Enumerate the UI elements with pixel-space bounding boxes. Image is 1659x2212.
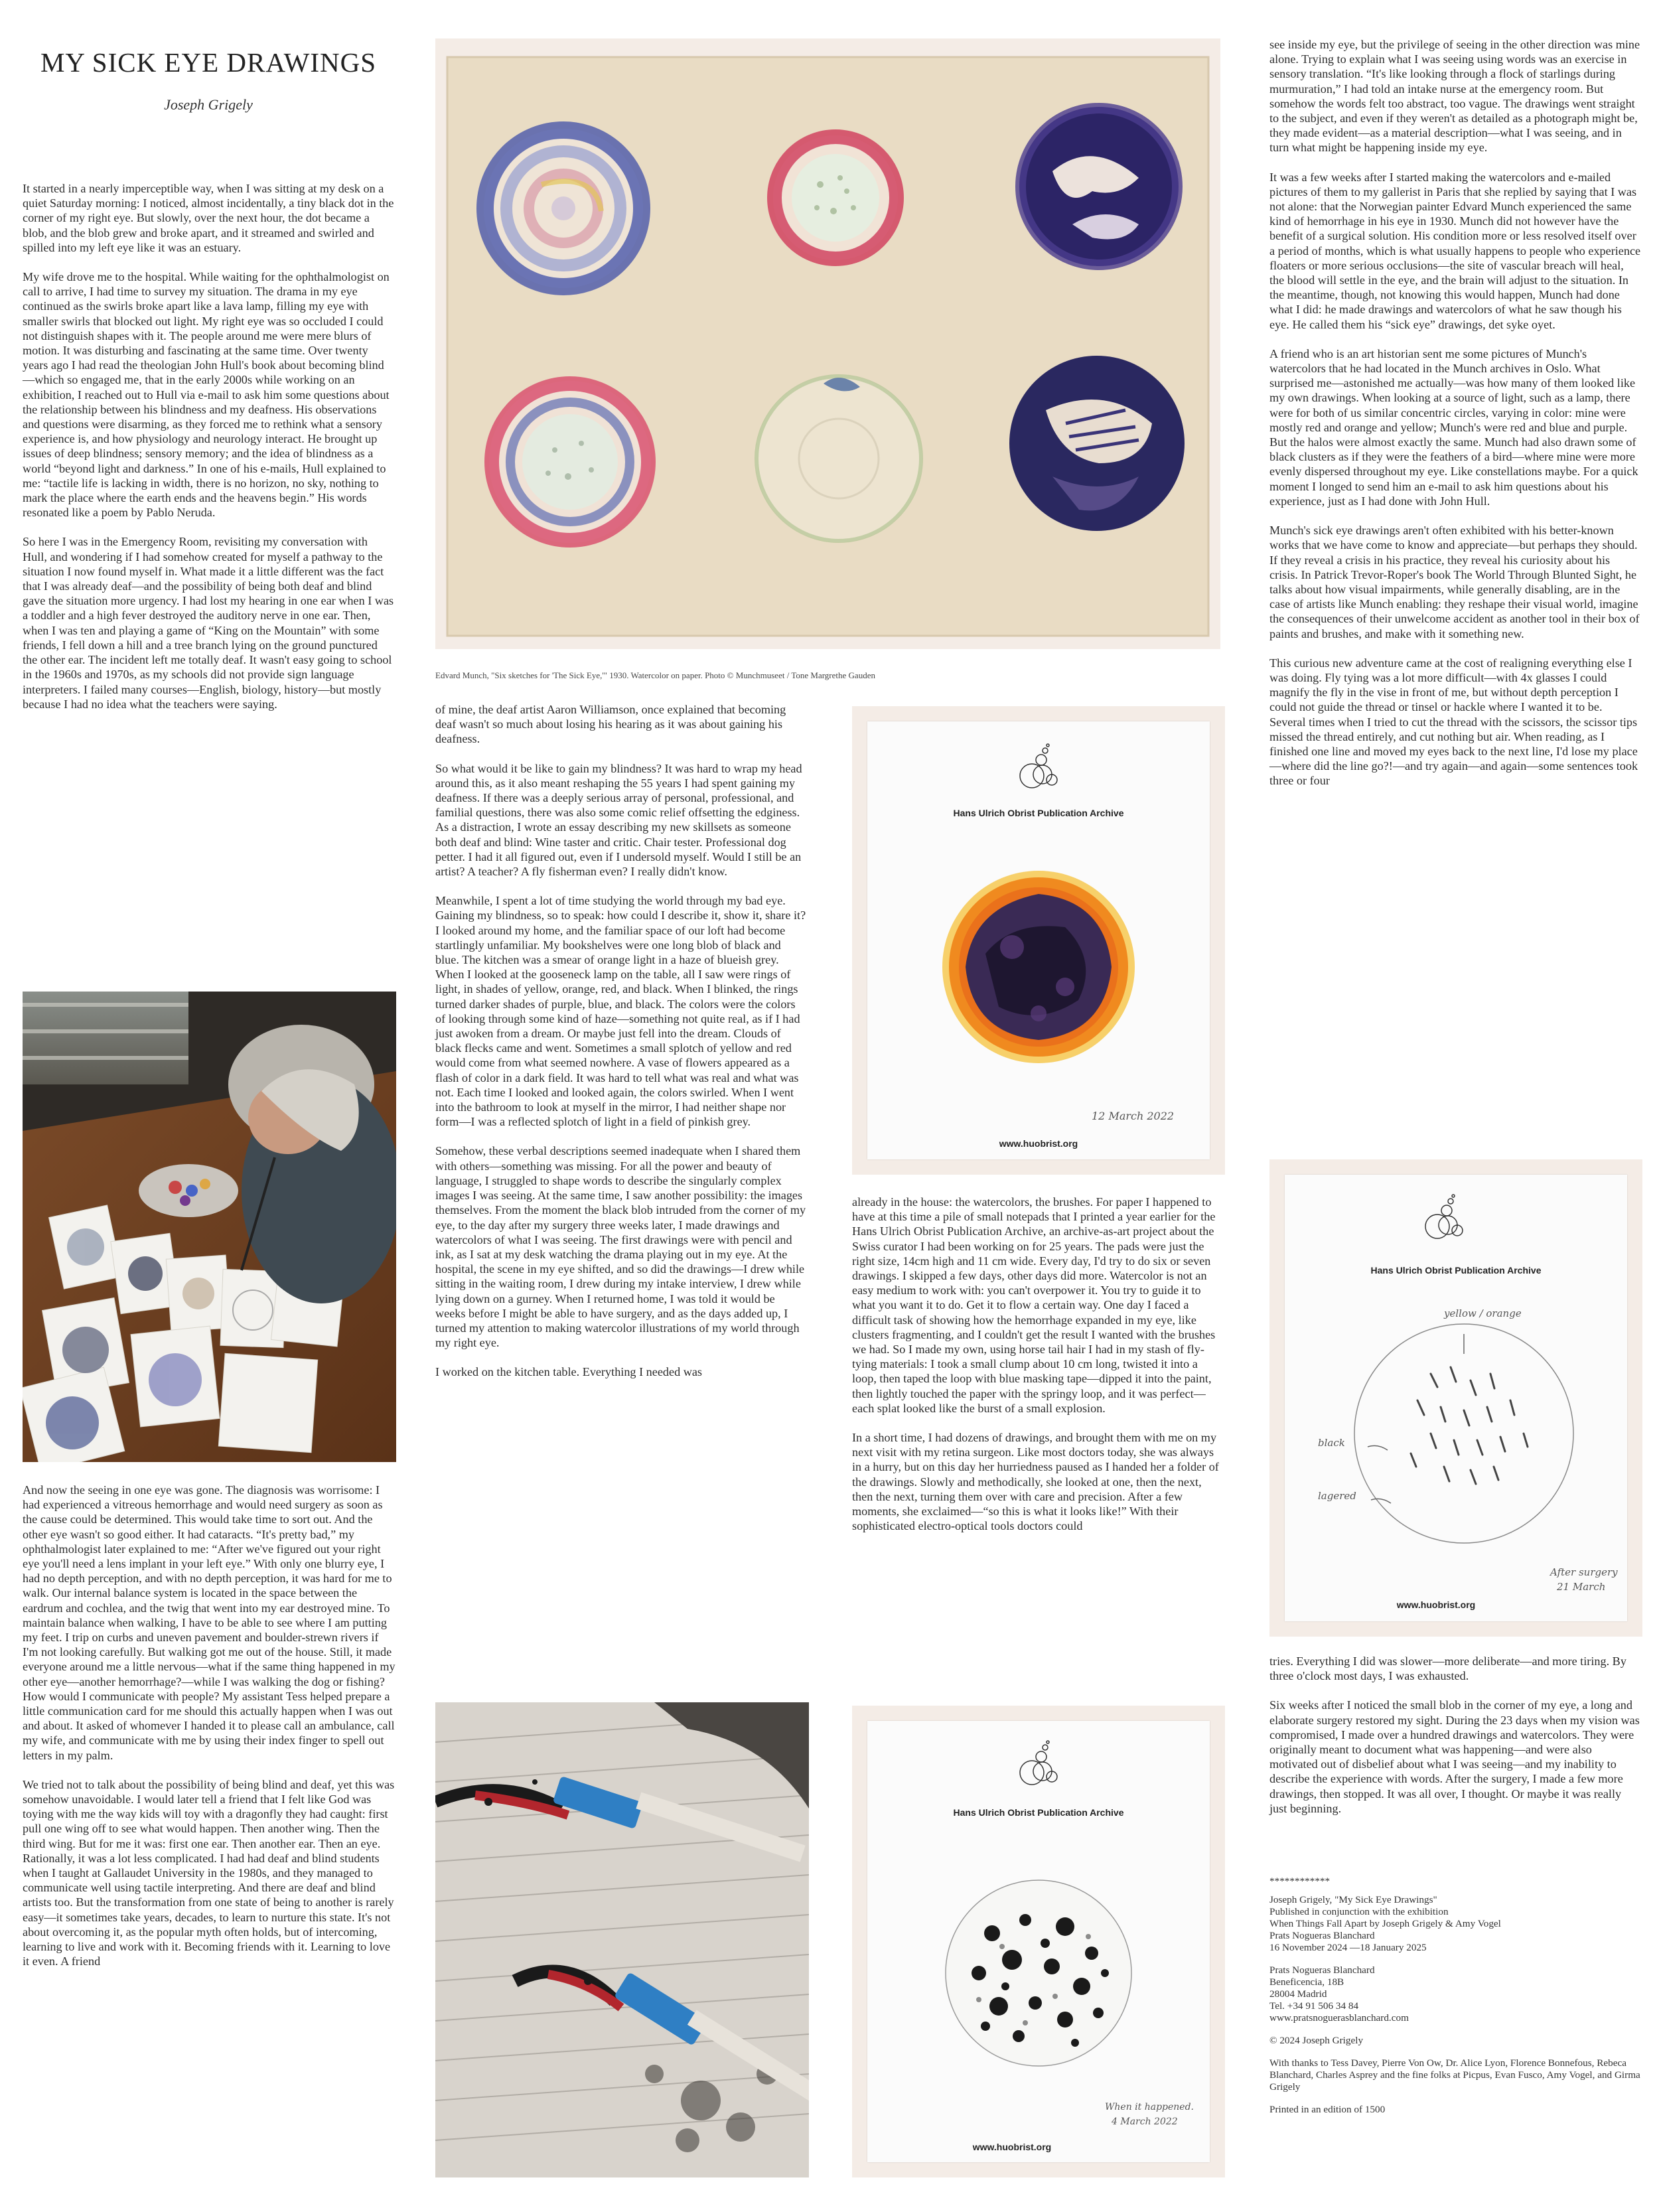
paragraph: This curious new adventure came at the cost of realigning everything else I was doing. Fly tying was a lot more difficult—with 4x glasses I could magnify the fly in the vise in front of me, but without depth perception I could not guide the thread or tinsel or hackle where I wanted it to be. Several times when I tried to cut the thread with the scissors, the scissor tips missed the thread entirely, and cut nothing but air. When reading, as I finished one line and moved my eyes back to the next line, I'd lose my place—where did the line go?!—and try again—and again—some sentences took three or four <box>1269 656 1638 788</box>
archive-title: Hans Ulrich Obrist Publication Archive <box>953 1807 1124 1818</box>
archive-url: www.huobrist.org <box>1396 1599 1476 1610</box>
card-label-handwriting: black <box>1318 1437 1345 1449</box>
paragraph: I worked on the kitchen table. Everything I needed was <box>435 1365 703 1379</box>
photo-artist-painting <box>23 992 396 1462</box>
archive-card-3-frame <box>852 1706 1225 2177</box>
card-note-handwriting: When it happened. <box>1105 2102 1194 2112</box>
archive-title: Hans Ulrich Obrist Publication Archive <box>1370 1265 1542 1276</box>
colophon-line: 16 November 2024 —18 January 2025 <box>1269 1942 1427 1953</box>
card-date-handwriting: 21 March <box>1557 1581 1606 1593</box>
paragraph: Munch's sick eye drawings aren't often exhibited with his better-known works that we have come to know and appreciate—but perhaps they should. If they reveal a crisis in his practice, they reveal his curiosity about his crisis. In Patrick Trevor-Roper's book The World Through Blunted Sight, he talks about how visual impairments, while generally disabling, are in the case of artists like Munch enabling: they reshape their visual world, imagine the consequences of their unwelcome accident as another tool in their box of paints and brushes, and make with it something new. <box>1269 524 1640 640</box>
paragraph: Meanwhile, I spent a lot of time studying the world through my bad eye. Gaining my blindness, so to speak: how could I describe it, show it, share it? I looked around my home, and the familiar space of our loft had become startlingly unfamiliar. My bookshelves were one long blob of black and blue. The kitchen was a smear of orange light in a haze of blueish grey. When I looked at the gooseneck lamp on the table, all I saw were rings of light, in shades of yellow, orange, red, and black. When I blinked, the rings turned darker shades of purple, blue, and black. The colors were the colors of looking through some kind of haze—something not quite real, as if I had just awoken from a dream. Or maybe just fell into the dream. Clouds of black flecks came and went. Sometimes a small splotch of yellow and red would come from what seemed nowhere. A vase of flowers appeared as a flash of color in a dark field. It was hard to tell what was real and what was not. Each time I looked and looked again, the colors swirled. When I went into the bathroom to look at myself in the mirror, I had neither shape nor form—I was a reflected splotch of light in a field of pinkish grey. <box>435 894 806 1129</box>
colophon-line: Published in conjunction with the exhibition <box>1269 1906 1449 1917</box>
munch-watercolor <box>435 38 1220 649</box>
archive-title: Hans Ulrich Obrist Publication Archive <box>953 808 1124 818</box>
archive-card-1-frame <box>852 706 1225 1175</box>
paragraph: In a short time, I had dozens of drawings, and brought them with me on my next visit with my retina surgeon. Like most doctors today, she was always in a hurry, but on this day her hurriedness paused as I handed her a folder of the drawings. Slowly and methodically, she looked at one, then the next, then the next, turning them over with care and precision. After a few moments, she exclaimed—“so this is what it looks like!” With their sophisticated electro-optical tools doctors could <box>852 1431 1219 1533</box>
paragraph: And now the seeing in one eye was gone. The diagnosis was worrisome: I had experienced a vitreous hemorrhage and would need surgery as soon as the cause could be determined. This would take time to sort out. And the other eye wasn't so good either. It had cataracts. “It's pretty bad,” my ophthalmologist later explained to me: “After we've figured out your right eye you'll need a lens implant in your left eye.” With only one blurry eye, I had no depth perception, and with no depth perception, it was hard for me to walk. Our internal balance system is located in the space between the eardrum and cochlea, and the twig that went into my ear destroyed mine. To maintain balance when walking, I have to be able to see where I am putting my feet. I trip on curbs and uneven pavement and boulder-strewn rivers if I'm not looking carefully. But walking got me out of the house. Still, it made everyone around me a little nervous—what if the same thing happened in my other eye—another hemorrhage?—while I was walking the dog or fishing? How would I communicate with people? My assistant Tess helped prepare a little communication card for me should this actually happen when I was out and about. It asked of whomever I handed it to please call an ambulance, call my wife, and communicate with me by using their index finger to spell out letters in my palm. <box>23 1483 396 1762</box>
paragraph: So here I was in the Emergency Room, revisiting my conversation with Hull, and wondering if I had somehow created for myself a pathway to the situation I now found myself in. What made it a little different was the fact that I was already deaf—and the possibility of being both deaf and blind gave the situation more urgency. I had lost my hearing in one ear when I was a toddler and a high fever destroyed the auditory nerve in one ear. Then, when I was ten and playing a game of “King on the Mountain” with some friends, I fell down a hill and a tree branch lying on the ground punctured the other ear. The incident left me totally deaf. It wasn't easy going to school in the 1960s and 1970s, as my schools did not provide sign language interpreters. I failed many courses—English, biology, history—but mostly because I had no idea what the teachers were saying. <box>23 535 394 711</box>
colophon-gallery-address <box>1269 1964 1641 2024</box>
card-label-handwriting: yellow / orange <box>1444 1307 1522 1319</box>
essay-column-1-top <box>23 181 394 726</box>
colophon <box>1269 1876 1641 2126</box>
paragraph: tries. Everything I did was slower—more deliberate—and more tiring. By three o'clock most days, I was exhausted. <box>1269 1655 1626 1683</box>
paragraph: A friend who is an art historian sent me some pictures of Munch's watercolors that he had located in the Munch archives in Oslo. What surprised me—astonished me actually—was how many of them looked like my own drawings. When looking at a source of light, such as a lamp, there were for both of us similar concentric circles, varying in color: mine were mostly red and orange and yellow; Munch's were red and blue and purple. But the halos were almost exactly the same. Munch had also drawn some of black clusters as if they were the feathers of a bird—where mine were more evenly dispersed throughout my eye. Like constellations maybe. For a quick moment I longed to send him an e-mail to ask him questions about his experience, just as I had done with John Hull. <box>1269 346 1638 508</box>
colophon-copyright: © 2024 Joseph Grigely <box>1269 2035 1364 2046</box>
archive-url: www.huobrist.org <box>999 1138 1078 1149</box>
archive-card-2-frame <box>1269 1159 1642 1637</box>
colophon-line: Prats Nogueras Blanchard <box>1269 1964 1375 1976</box>
photo-brushes <box>435 1702 809 2177</box>
colophon-line: Joseph Grigely, "My Sick Eye Drawings" <box>1269 1894 1437 1905</box>
munch-watercolor-frame <box>435 38 1220 649</box>
archive-logo-icon <box>1417 1192 1471 1245</box>
essay-column-4-bottom <box>1269 1654 1641 1830</box>
essay-column-3 <box>852 1195 1224 1548</box>
munch-caption: Edvard Munch, "Six sketches for 'The Sick Eye,'" 1930. Watercolor on paper. Photo © Munchmuseet / Tone Margrethe Gauden <box>435 670 875 680</box>
essay-column-4-top <box>1269 37 1641 803</box>
colophon-line: Tel. +34 91 506 34 84 <box>1269 2000 1359 2012</box>
card-label-handwriting: lagered <box>1318 1490 1356 1502</box>
paragraph: It was a few weeks after I started making the watercolors and e-mailed pictures of them to my gallerist in Paris that she replied by saying that I was not alone: that the Norwegian painter Edvard Munch experienced the same kind of hemorrhage in his eye in 1930. Munch did not however have the benefit of a surgical solution. His condition more or less resolved itself over a period of months, which is what usually happens to people who experience floaters or more serious occlusions—the site of vascular breach will heal, the blood will settle in the eye, and the brain will adjust to the situation. In the meantime, though, not knowing this would happen, Munch had done what I did: he made drawings and watercolors of what he saw though his eye. He called them his “sick eye” drawings, det syke oyet. <box>1269 170 1641 331</box>
essay-column-2 <box>435 702 807 1394</box>
archive-card-2 <box>1285 1175 1627 1621</box>
archive-card-1 <box>867 721 1210 1159</box>
essay-column-1-bottom <box>23 1483 396 1984</box>
colophon-thanks: With thanks to Tess Davey, Pierre Von Ow, Dr. Alice Lyon, Florence Bonnefous, Rebeca Blanchard, Charles Asprey and the fine folks at Picpus, Evan Fusco, Amy Vogel, and Girma Grigely <box>1269 2057 1640 2093</box>
colophon-line: 28004 Madrid <box>1269 1988 1327 2000</box>
paragraph: My wife drove me to the hospital. While waiting for the ophthalmologist on call to arrive, I had time to survey my situation. The drama in my eye continued as the swirls broke apart like a lava lamp, filling my eye with smaller swirls that blocked out light. My right eye was so occluded I could not distinguish shapes with it. The people around me were mere blurs of motion. It was disturbing and fascinating at the same time. Over twenty years ago I had read the theologian John Hull's book about becoming blind—which so engaged me, that in the early 2000s while working on an exhibition, I reached out to Hull via e-mail to ask him some questions about the relationship between his blindness and my deafness. His observations and questions were disarming, as they forced me to rethink what a sensory experience is, and how physiology and neurology interact. He brought up issues of deep blindness; sensory memory; and the idea of blindness as a world “beyond light and darkness.” In one of his e-mails, Hull explained to me: “tactile life is lacking in width, there is no horizon, no sky, nothing to mark the place where the earth ends and the heavens begin.” His words resonated like a poem by Pablo Neruda. <box>23 270 390 520</box>
paragraph: We tried not to talk about the possibility of being blind and deaf, yet this was somehow unavoidable. I would later tell a friend that I felt like God was toying with me the way kids will toy with a dragonfly they had caught: first pull one wing off to see what would happen. Then another wing. Then the third wing. But for me it was: first one ear. Then another ear. Then an eye. Rationally, it was a lot less complicated. I had had deaf and blind students when I taught at Gallaudet University in the 1980s, and they managed to communicate well using tactile interpreting. And there are deaf and blind artists too. But the transformation from one state of being to another is rarely easy—it sometimes take years, decades, to learn to nurture this state. It's not about overcoming it, as the popular myth often holds, but of intercoming, learning to live and work with it. Becoming friends with it. Learning to love it even. A friend <box>23 1777 395 1968</box>
archive-card-3 <box>867 1721 1210 2162</box>
paragraph: of mine, the deaf artist Aaron Williamson, once explained that becoming deaf wasn't so much about losing his hearing as it was about gaining his deafness. <box>435 703 786 746</box>
colophon-line: Beneficencia, 18B <box>1269 1976 1344 1988</box>
archive-logo-icon <box>1012 1738 1065 1791</box>
paragraph: see inside my eye, but the privilege of seeing in the other direction was mine alone. Trying to explain what I was seeing using words was an exercise in sensory translation. “It's like looking through a flock of starlings during murmuration,” I had told an intake nurse at the emergency room. But somehow the words felt too abstract, too vague. The drawings went straight to the subject, and even if they weren't as detailed as a photograph might be, they made evident—as a material description—what I was seeing, and in turn what might be happening inside my eye. <box>1269 38 1640 155</box>
paragraph: Somehow, these verbal descriptions seemed inadequate when I shared them with others—something was missing. For all the power and beauty of language, I struggled to shape words to describe the singularly complex images I was seeing. At the same time, I saw another possibility: the images themselves. From the moment the black blob intruded from the corner of my eye, to the day after my surgery three weeks later, I made drawings and watercolors of what I was seeing. The first drawings were with pencil and ink, as I sat at my desk watching the drama playing out in my eye. At the hospital, the scene in my eye shifted, and so did the drawings—I drew while sitting in the waiting room, I drew during my intake interview, I drew while lying down on a gurney. When I returned home, I was told it would be weeks before I might be able to have surgery, and as the days added up, I turned my attention to making watercolor illustrations of my world through my right eye. <box>435 1144 806 1350</box>
pencil-sketch-drawing <box>1331 1301 1583 1553</box>
colophon-separator: ************ <box>1269 1876 1331 1887</box>
page-title: MY SICK EYE DRAWINGS <box>40 47 377 78</box>
paragraph: Six weeks after I noticed the small blob in the corner of my eye, a long and elaborate surgery restored my sight. During the 23 days when my vision was compromised, I made over a hundred drawings and watercolors. They were originally meant to document what was happening—and were also motivated out of disbelief about what I was seeing—and my inability to describe the experience with words. After the surgery, I made a few more drawings, then stopped. It was all over, I thought. Or maybe it was really just beginning. <box>1269 1698 1640 1815</box>
colophon-line: www.pratsnoguerasblanchard.com <box>1269 2012 1409 2024</box>
card-date-handwriting: 12 March 2022 <box>1092 1110 1175 1122</box>
paragraph: already in the house: the watercolors, the brushes. For paper I happened to have at this time a pile of small notepads that I printed a year earlier for the Hans Ulrich Obrist Publication Archive, an archive-as-art project about the Swiss curator I had been working on for 25 years. The pads were just the right size, 14cm high and 11 cm wide. Every day, I'd try to do six or seven drawings. I skipped a few days, other days did more. Watercolor is not an easy medium to work with: you can't overpower it. You try to guide it to what you want it to do. Get it to flow a certain way. One day I faced a difficult task of showing how the hemorrhage expanded in my eye, like clusters fragmenting, and I couldn't get the result I wanted with the brushes we had. So I made my own, using horse tail hair I had in my stash of fly-tying materials: I took a small clump about 10 cm long, twisted it into a loop, then taped the loop with blue masking tape—dipped it into the paint, then lightly touched the paper with the springy loop, and it was perfect—each splat looked like the burst of a small explosion. <box>852 1195 1216 1415</box>
card-date-handwriting: 4 March 2022 <box>1112 2116 1178 2127</box>
card-note-handwriting: After surgery <box>1550 1566 1618 1578</box>
colophon-edition: Printed in an edition of 1500 <box>1269 2104 1386 2115</box>
colophon-exhibition <box>1269 1894 1641 1954</box>
author-name: Joseph Grigely <box>164 96 253 113</box>
archive-url: www.huobrist.org <box>972 2142 1052 2152</box>
colophon-line: Prats Nogueras Blanchard <box>1269 1930 1375 1941</box>
paragraph: So what would it be like to gain my blindness? It was hard to wrap my head around this, as it also meant reshaping the 55 years I had spent gaining my deafness. If there was a deeply serious array of personal, professional, and familial questions, there was also some comic relief offsetting the edginess. As a distraction, I wrote an essay describing my new skillsets as someone both deaf and blind: Wine taster and critic. Chair tester. Professional dog petter. I had it all figured out, even if I undersold myself. Would I still be an artist? A teacher? A fly fisherman even? I really didn't know. <box>435 761 802 879</box>
archive-logo-icon <box>1012 741 1065 794</box>
orange-halo-drawing <box>939 867 1138 1067</box>
black-splat-drawing <box>939 1874 1138 2073</box>
colophon-line: When Things Fall Apart by Joseph Grigely & Amy Vogel <box>1269 1918 1501 1929</box>
paragraph: It started in a nearly imperceptible way, when I was sitting at my desk on a quiet Saturday morning: I noticed, almost incidentally, a tiny black dot in the corner of my right eye. But slowly, over the next hour, the dot became a blob, and the blob grew and broke apart, and it streamed and swirled and spilled into my left eye like it was an estuary. <box>23 182 394 254</box>
